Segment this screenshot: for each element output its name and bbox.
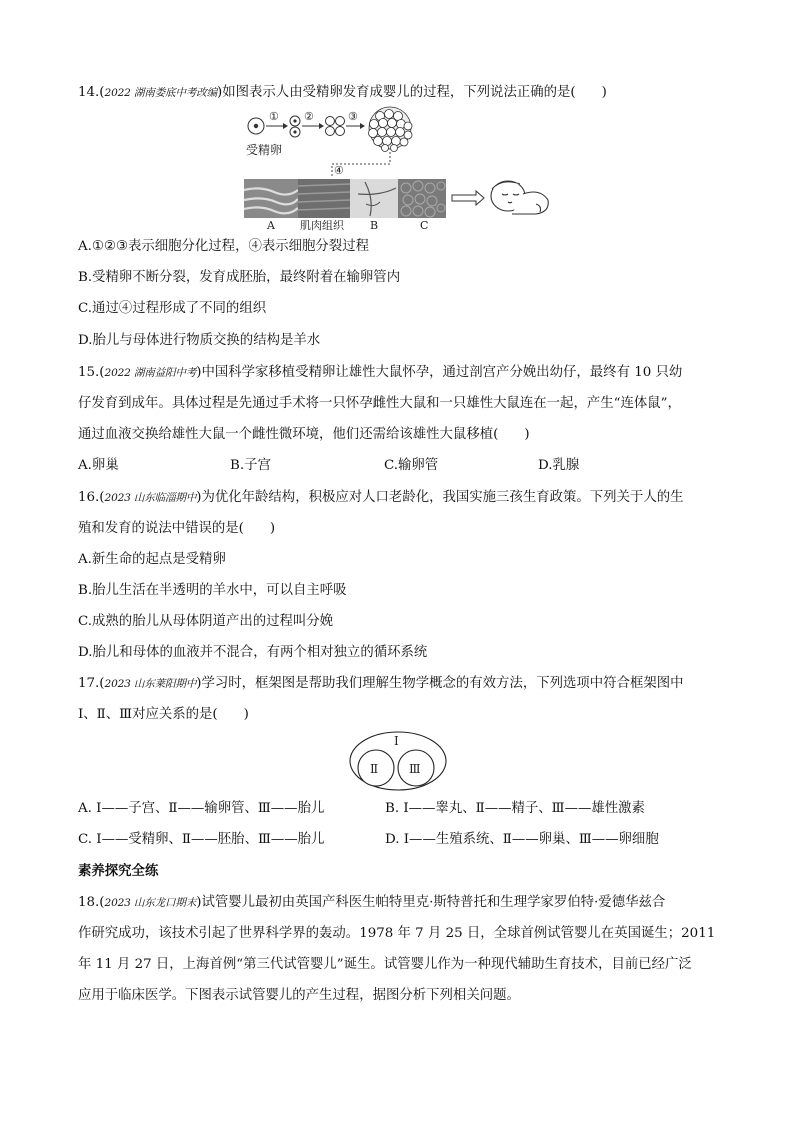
- q15-stem-line3: 通过血液交换给雄性大鼠一个雌性微环境，他们还需给该雄性大鼠移植( ): [78, 427, 530, 442]
- section-title: 素养探究全练: [78, 864, 159, 879]
- q15-stem-line2: 仔发育到成年。具体过程是先通过手术将一只怀孕雌性大鼠和一只雄性大鼠连在一起，产生“连体鼠”，: [78, 396, 681, 411]
- q15-option-a: A.卵巢: [78, 458, 119, 473]
- step3-label: ③: [348, 110, 358, 123]
- step2-label: ②: [304, 110, 314, 123]
- q17-stem-line2: Ⅰ、Ⅱ、Ⅲ对应关系的是( ): [78, 707, 249, 722]
- panel-a-label: A: [267, 219, 275, 232]
- q16-source: 2023 山东临淄期中: [104, 492, 197, 504]
- q18-stem-line2: 作研究成功，该技术引起了世界科学界的轰动。1978 年 7 月 25 日，全球首例试管婴儿在英国诞生；2011: [78, 926, 716, 941]
- q17-option-c: C. Ⅰ——受精卵、Ⅱ——胚胎、Ⅲ——胎儿: [78, 832, 325, 847]
- q15-option-c: C.输卵管: [384, 458, 439, 473]
- q16-stem-line1: 16.(2023 山东临淄期中)为优化年龄结构，积极应对人口老龄化，我国实施三孩生育政策。下列关于人的生: [78, 490, 684, 505]
- venn-label-left: Ⅱ: [370, 762, 379, 776]
- q14-option-d: D.胎儿与母体进行物质交换的结构是羊水: [78, 333, 321, 348]
- q16-option-b: B.胎儿生活在半透明的羊水中，可以自主呼吸: [78, 583, 347, 598]
- q17-source: 2023 山东莱阳期中: [104, 678, 197, 690]
- embryo-cluster: [369, 107, 413, 152]
- q14-source: 2022 湖南娄底中考改编: [104, 87, 218, 99]
- step1-label: ①: [269, 110, 279, 123]
- q14-development-figure: [240, 104, 570, 234]
- q14-stem-text: )如图表示人由受精卵发育成婴儿的过程，下列说法正确的是(: [217, 85, 576, 100]
- q18-stem-line4: 应用于临床医学。下图表示试管婴儿的产生过程，据图分析下列相关问题。: [78, 988, 520, 1003]
- q14-option-b: B.受精卵不断分裂，发育成胚胎，最终附着在输卵管内: [78, 270, 401, 285]
- panel-b-label: B: [370, 219, 379, 232]
- q14-number: 14.(: [78, 85, 105, 100]
- q18-source: 2023 山东龙口期末: [104, 897, 197, 909]
- panel-muscle-label: 肌肉组织: [300, 219, 344, 232]
- q16-option-d: D.胎儿和母体的血液并不混合，有两个相对独立的循环系统: [78, 645, 428, 660]
- venn-label-outer: Ⅰ: [394, 734, 399, 748]
- q17-option-b: B. Ⅰ——睾丸、Ⅱ——精子、Ⅲ——雄性激素: [385, 801, 645, 816]
- q15-stem-line1: 15.(2022 湖南益阳中考)中国科学家移植受精卵让雄性大鼠怀孕，通过剖宫产分娩出幼仔，最终有 10 只幼: [78, 365, 683, 380]
- q18-stem-line3: 年 11 月 27 日，上海首例“第三代试管婴儿”诞生。试管婴儿作为一种现代辅助生育技术，目前已经广泛: [78, 957, 692, 972]
- q17-option-d: D. Ⅰ——生殖系统、Ⅱ——卵巢、Ⅲ——卵细胞: [385, 832, 659, 847]
- step4-label: ④: [334, 164, 344, 177]
- q17-option-a: A. Ⅰ——子宫、Ⅱ——输卵管、Ⅲ——胎儿: [78, 801, 325, 816]
- q17-stem-line1: 17.(2023 山东莱阳期中)学习时，框架图是帮助我们理解生物学概念的有效方法，下列选项中符合框架图中: [78, 676, 684, 691]
- panel-c-label: C: [420, 219, 429, 232]
- q14-option-c: C.通过④过程形成了不同的组织: [78, 301, 267, 316]
- q16-stem-line2: 殖和发育的说法中错误的是( ): [78, 521, 276, 536]
- q14-stem: 14.(2022 湖南娄底中考改编)如图表示人由受精卵发育成婴儿的过程，下列说法正确的是( ): [78, 85, 607, 100]
- arrow-to-baby: [452, 191, 484, 205]
- baby-icon: [491, 181, 548, 214]
- q16-option-c: C.成熟的胎儿从母体阴道产出的过程叫分娩: [78, 614, 334, 629]
- fertilized-egg-label: 受精卵: [246, 143, 283, 157]
- q16-option-a: A.新生命的起点是受精卵: [78, 552, 226, 567]
- q14-option-a: A.①②③表示细胞分化过程，④表示细胞分裂过程: [78, 239, 369, 254]
- q15-option-d: D.乳腺: [538, 458, 580, 473]
- q15-option-b: B.子宫: [230, 458, 271, 473]
- q17-venn-diagram: [348, 730, 448, 792]
- q15-source: 2022 湖南益阳中考: [104, 367, 197, 379]
- q18-stem-line1: 18.(2023 山东龙口期末)试管婴儿最初由英国产科医生帕特里克·斯特普托和生理学家罗伯特·爱德华兹合: [78, 895, 666, 910]
- venn-label-right: Ⅲ: [409, 762, 421, 776]
